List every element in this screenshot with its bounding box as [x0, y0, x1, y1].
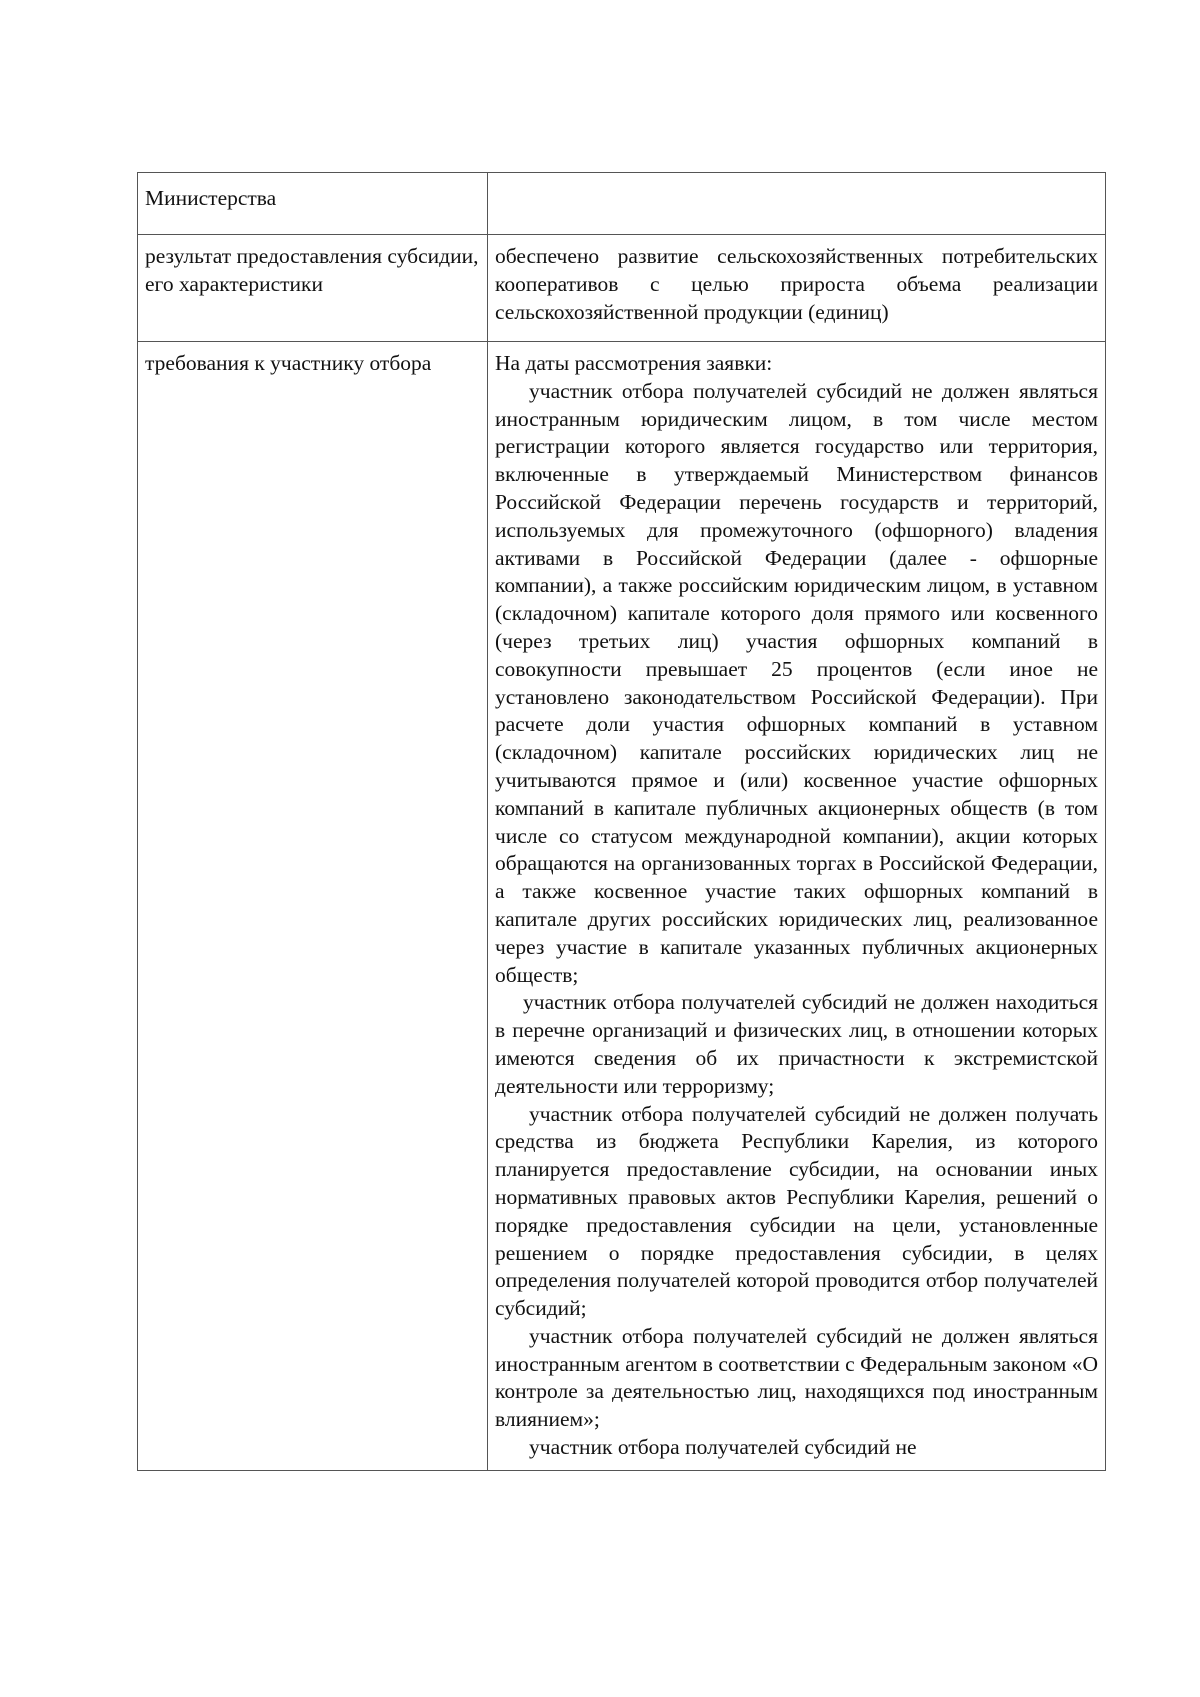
requirement-offshore: участник отбора получателей субсидий не должен являться иностранным юридическим лицом, в том числе местом регистрации которого является государство или территория, включенные в утверждаемый Министерством финансов Российской Федерации перечень государств и территорий, используемых для промежуточного (офшорного) владения активами в Российской Федерации (далее - офшорные компании), а также российским юридическим лицом, в уставном (складочном) капитале которого доля прямого или косвенного (через третьих лиц) участия офшорных компаний в совокупности превышает 25 процентов (если иное не установлено законодательством Российской Федерации). При расчете доли участия офшорных компаний в уставном (складочном) капитале российских юридических лиц не учитываются прямое и (или) косвенное участие офшорных компаний в капитале публичных акционерных обществ (в том числе со статусом международной компании), акции которых обращаются на организованных торгах в Российской Федерации, а также косвенное участие таких офшорных компаний в капитале других российских юридических лиц, реализованное через участие в капитале указанных публичных акционерных обществ;: [495, 378, 1098, 987]
requirement-budget: участник отбора получателей субсидий не должен получать средства из бюджета Республики Карелия, из которого планируется предоставление субсидии, на основании иных нормативных правовых актов Республики Карелия, решений о порядке предоставления субсидии на цели, установленные решением о порядке предоставления субсидии, в целях определения получателей которой проводится отбор получателей субсидий;: [495, 1101, 1098, 1321]
row-label-result: результат предоставления субсидии, его характеристики: [138, 235, 488, 342]
requirements-intro: На даты рассмотрения заявки:: [495, 351, 773, 375]
row-value-result: [488, 235, 1106, 342]
result-paragraph: обеспечено развитие сельскохозяйственных потребительских кооперативов с целью прироста объема реализации сельскохозяйственной продукции (единиц): [495, 244, 1098, 324]
requirement-foreign-agent: участник отбора получателей субсидий не должен являться иностранным агентом в соответствии с Федеральным законом «О контроле за деятельностью лиц, находящихся под иностранным влиянием»;: [495, 1323, 1099, 1432]
row-value-requirements: [488, 342, 1106, 1471]
row-label-ministry: Министерства: [138, 173, 488, 235]
table-row: [138, 235, 1106, 342]
row-label-requirements: требования к участнику отбора: [138, 342, 488, 1471]
row-value-empty: [488, 173, 1106, 235]
requirements-table: [137, 172, 1106, 1471]
requirement-continued: участник отбора получателей субсидий не: [529, 1435, 917, 1460]
table-row: [138, 342, 1106, 1471]
table-row: [138, 173, 1106, 235]
requirement-extremism: участник отбора получателей субсидий не должен находиться в перечне организаций и физических лиц, в отношении которых имеются сведения об их причастности к экстремистской деятельности или терроризму;: [495, 990, 1098, 1098]
